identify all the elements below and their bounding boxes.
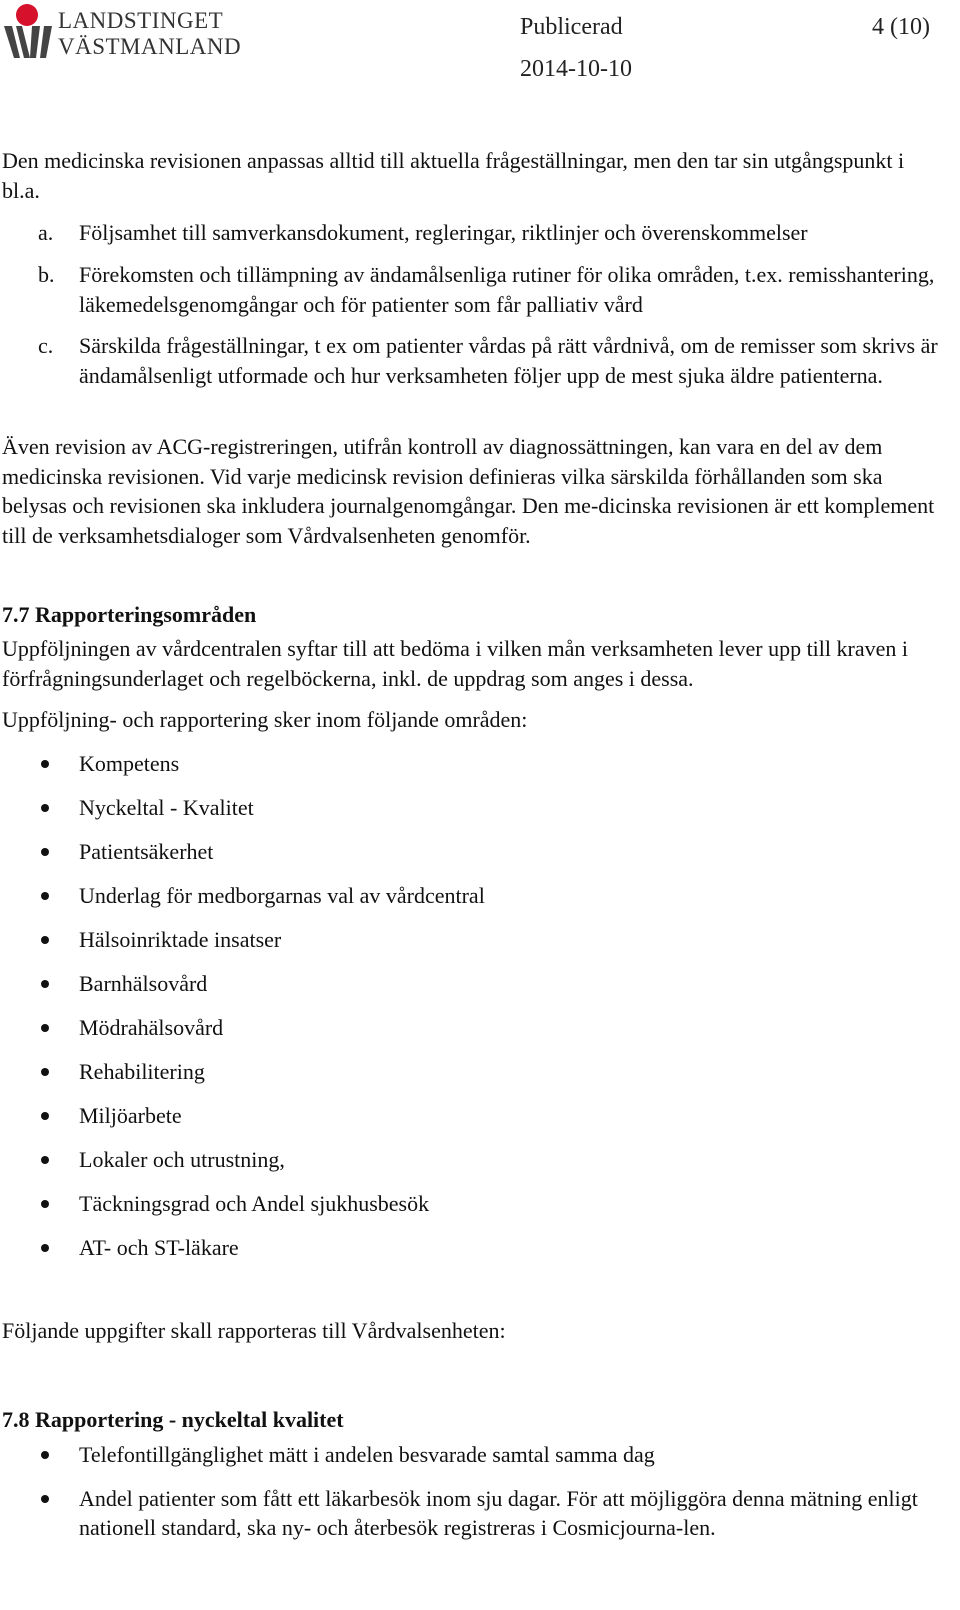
bullet-icon	[41, 1068, 49, 1076]
logo-line1: LANDSTINGET	[58, 8, 224, 33]
list-item: Barnhälsovård	[38, 969, 943, 1013]
logo-emblem-icon	[2, 2, 58, 62]
bullet-icon	[41, 936, 49, 944]
bullet-icon	[41, 892, 49, 900]
alpha-text: Särskilda frågeställningar, t ex om patienter vårdas på rätt vårdnivå, om de remisser som skrivs är ändamålsenligt utformade och hur verksamheten följer upp de mest sjuka äldre patienterna.	[79, 333, 938, 388]
section-heading-7-8: 7.8 Rapportering - nyckeltal kvalitet	[2, 1407, 344, 1432]
alpha-text: Förekomsten och tillämpning av ändamålsenliga rutiner för olika områden, t.ex. remisshantering, läkemedelsgenomgångar och för patienter som får palliativ vård	[79, 262, 935, 317]
kpi-list	[38, 1440, 943, 1557]
areas-intro: Uppföljning- och rapportering sker inom följande områden:	[2, 707, 528, 732]
list-item: Telefontillgänglighet mätt i andelen besvarade samtal samma dag	[38, 1440, 943, 1470]
alpha-text: Följsamhet till samverkansdokument, regleringar, riktlinjer och överenskommelser	[79, 220, 808, 245]
published-date: 2014-10-10	[520, 56, 632, 82]
alpha-item-a	[38, 218, 943, 248]
acg-paragraph: Även revision av ACG-registreringen, utifrån kontroll av diagnossättningen, kan vara en del av dem medicinska revisionen. Vid varje medicinsk revision definieras vilka särskilda förhållanden som ska belysas och revisionen ska inkludera journalgenomgångar. Den me-dicinska revisionen är ett komplement till de verksamhetsdialoger som Vårdvalsenheten genomför.	[2, 434, 935, 548]
bullet-icon	[41, 1451, 49, 1459]
list-item: Andel patienter som fått ett läkarbesök inom sju dagar. För att möjliggöra denna mätning enligt nationell standard, ska ny- och återbesök registreras i Cosmicjourna-len.	[38, 1484, 943, 1543]
list-item: Mödrahälsovård	[38, 1013, 943, 1057]
areas-list	[38, 749, 943, 1277]
alpha-item-c	[38, 331, 943, 390]
landstinget-logo	[2, 2, 242, 62]
list-item: Underlag för medborgarnas val av vårdcentral	[38, 881, 943, 925]
section-heading-7-7: 7.7 Rapporteringsområden	[2, 602, 257, 627]
alpha-marker: c.	[38, 333, 54, 358]
bullet-icon	[41, 980, 49, 988]
list-item: Täckningsgrad och Andel sjukhusbesök	[38, 1189, 943, 1233]
list-item: Hälsoinriktade insatser	[38, 925, 943, 969]
list-item: Nyckeltal - Kvalitet	[38, 793, 943, 837]
bullet-icon	[41, 760, 49, 768]
logo-line2: VÄSTMANLAND	[58, 34, 242, 59]
bullet-icon	[41, 1244, 49, 1252]
list-item: AT- och ST-läkare	[38, 1233, 943, 1277]
alpha-item-b	[38, 260, 943, 319]
alpha-marker: a.	[38, 220, 54, 245]
list-item: Miljöarbete	[38, 1101, 943, 1145]
bullet-icon	[41, 1200, 49, 1208]
bullet-icon	[41, 1495, 49, 1503]
bullet-icon	[41, 848, 49, 856]
list-item: Lokaler och utrustning,	[38, 1145, 943, 1189]
published-label: Publicerad	[520, 14, 623, 40]
list-item: Rehabilitering	[38, 1057, 943, 1101]
report-intro: Följande uppgifter skall rapporteras till Vårdvalsenheten:	[2, 1318, 506, 1343]
intro-paragraph: Den medicinska revisionen anpassas alltid till aktuella frågeställningar, men den tar sin utgångspunkt i bl.a.	[2, 148, 905, 203]
section-7-7-paragraph: Uppföljningen av vårdcentralen syftar till att bedöma i vilken mån verksamheten lever upp till kraven i förfrågningsunderlaget och regelböckerna, inkl. de uppdrag som anges i dessa.	[2, 636, 908, 691]
bullet-icon	[41, 1156, 49, 1164]
list-item: Patientsäkerhet	[38, 837, 943, 881]
bullet-icon	[41, 1024, 49, 1032]
list-item: Kompetens	[38, 749, 943, 793]
page-number: 4 (10)	[872, 14, 930, 40]
bullet-icon	[41, 804, 49, 812]
alpha-marker: b.	[38, 262, 55, 287]
bullet-icon	[41, 1112, 49, 1120]
